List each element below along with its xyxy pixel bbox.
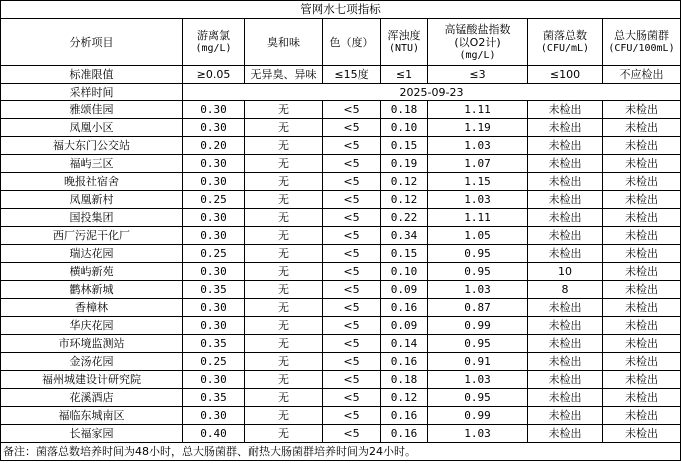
bacteria-cell: 未检出 — [528, 137, 603, 155]
chlorine-cell: 0.30 — [183, 173, 245, 191]
standard-color: ≤15度 — [323, 66, 381, 84]
coliform-cell: 未检出 — [603, 353, 681, 371]
table-row — [1, 281, 681, 299]
header-coliform-name: 总大肠菌群 — [614, 29, 669, 42]
coliform-cell: 未检出 — [603, 299, 681, 317]
header-coliform — [603, 19, 681, 66]
coliform-cell: 未检出 — [603, 137, 681, 155]
bacteria-cell: 未检出 — [528, 191, 603, 209]
chlorine-cell: 0.30 — [183, 263, 245, 281]
standard-permanganate: ≤3 — [428, 66, 528, 84]
coliform-cell: 未检出 — [603, 389, 681, 407]
coliform-cell: 未检出 — [603, 101, 681, 119]
site-name-cell: 长福家园 — [1, 425, 183, 443]
permanganate-cell: 1.03 — [428, 371, 528, 389]
odor-cell: 无 — [245, 191, 323, 209]
standard-coliform: 不应检出 — [603, 66, 681, 84]
table-row — [1, 137, 681, 155]
permanganate-cell: 0.99 — [428, 407, 528, 425]
chlorine-cell: 0.30 — [183, 407, 245, 425]
permanganate-cell: 0.95 — [428, 263, 528, 281]
site-name-cell: 国投集团 — [1, 209, 183, 227]
bacteria-cell: 未检出 — [528, 227, 603, 245]
header-bacteria — [528, 19, 603, 66]
site-name-cell: 横屿新苑 — [1, 263, 183, 281]
turbidity-cell: 0.09 — [381, 281, 428, 299]
table-row — [1, 299, 681, 317]
header-turbidity-name: 浑浊度 — [387, 29, 421, 42]
odor-cell: 无 — [245, 371, 323, 389]
standard-label: 标准限值 — [1, 66, 183, 84]
bacteria-cell: 未检出 — [528, 245, 603, 263]
odor-cell: 无 — [245, 101, 323, 119]
standard-bacteria: ≤100 — [528, 66, 603, 84]
coliform-cell: 未检出 — [603, 407, 681, 425]
color-cell: <5 — [323, 407, 381, 425]
chlorine-cell: 0.25 — [183, 353, 245, 371]
table-row — [1, 191, 681, 209]
color-cell: <5 — [323, 209, 381, 227]
bacteria-cell: 未检出 — [528, 425, 603, 443]
bacteria-cell: 未检出 — [528, 299, 603, 317]
sample-time-row — [1, 84, 681, 101]
table-row — [1, 317, 681, 335]
chlorine-cell: 0.30 — [183, 119, 245, 137]
permanganate-cell: 1.03 — [428, 191, 528, 209]
odor-cell: 无 — [245, 209, 323, 227]
coliform-cell: 未检出 — [603, 209, 681, 227]
color-cell: <5 — [323, 263, 381, 281]
color-cell: <5 — [323, 191, 381, 209]
table-row — [1, 389, 681, 407]
table-row — [1, 245, 681, 263]
site-name-cell: 市环境监测站 — [1, 335, 183, 353]
permanganate-cell: 0.91 — [428, 353, 528, 371]
site-name-cell: 金汤花园 — [1, 353, 183, 371]
bacteria-cell: 未检出 — [528, 335, 603, 353]
bacteria-cell: 10 — [528, 263, 603, 281]
chlorine-cell: 0.30 — [183, 209, 245, 227]
table-row — [1, 425, 681, 443]
header-turbidity-unit: (NTU) — [388, 43, 420, 54]
chlorine-cell: 0.35 — [183, 281, 245, 299]
header-odor: 臭和味 — [245, 19, 323, 66]
chlorine-cell: 0.30 — [183, 299, 245, 317]
permanganate-cell: 1.11 — [428, 101, 528, 119]
coliform-cell: 未检出 — [603, 317, 681, 335]
color-cell: <5 — [323, 245, 381, 263]
site-name-cell: 花溪酒店 — [1, 389, 183, 407]
sample-time-value: 2025-09-23 — [183, 84, 681, 101]
odor-cell: 无 — [245, 245, 323, 263]
color-cell: <5 — [323, 371, 381, 389]
site-name-cell: 华庆花园 — [1, 317, 183, 335]
turbidity-cell: 0.16 — [381, 425, 428, 443]
chlorine-cell: 0.20 — [183, 137, 245, 155]
bacteria-cell: 8 — [528, 281, 603, 299]
bacteria-cell: 未检出 — [528, 173, 603, 191]
turbidity-cell: 0.22 — [381, 209, 428, 227]
color-cell: <5 — [323, 173, 381, 191]
odor-cell: 无 — [245, 317, 323, 335]
coliform-cell: 未检出 — [603, 173, 681, 191]
table-row — [1, 209, 681, 227]
table-row — [1, 407, 681, 425]
site-name-cell: 福临东城南区 — [1, 407, 183, 425]
site-name-cell: 瑞达花园 — [1, 245, 183, 263]
header-chlorine — [183, 19, 245, 66]
turbidity-cell: 0.16 — [381, 353, 428, 371]
note-row — [1, 443, 681, 461]
bacteria-cell: 未检出 — [528, 353, 603, 371]
color-cell: <5 — [323, 155, 381, 173]
odor-cell: 无 — [245, 281, 323, 299]
chlorine-cell: 0.25 — [183, 191, 245, 209]
permanganate-cell: 1.15 — [428, 173, 528, 191]
coliform-cell: 未检出 — [603, 119, 681, 137]
turbidity-cell: 0.16 — [381, 299, 428, 317]
site-name-cell: 福州城建设计研究院 — [1, 371, 183, 389]
color-cell: <5 — [323, 317, 381, 335]
coliform-cell: 未检出 — [603, 371, 681, 389]
odor-cell: 无 — [245, 173, 323, 191]
header-permanganate — [428, 19, 528, 66]
header-item: 分析项目 — [1, 19, 183, 66]
odor-cell: 无 — [245, 335, 323, 353]
bacteria-cell: 未检出 — [528, 371, 603, 389]
odor-cell: 无 — [245, 137, 323, 155]
odor-cell: 无 — [245, 263, 323, 281]
turbidity-cell: 0.19 — [381, 155, 428, 173]
turbidity-cell: 0.10 — [381, 263, 428, 281]
table-title: 管网水七项指标 — [1, 1, 681, 19]
odor-cell: 无 — [245, 227, 323, 245]
coliform-cell: 未检出 — [603, 335, 681, 353]
turbidity-cell: 0.18 — [381, 101, 428, 119]
bacteria-cell: 未检出 — [528, 407, 603, 425]
odor-cell: 无 — [245, 155, 323, 173]
coliform-cell: 未检出 — [603, 263, 681, 281]
chlorine-cell: 0.30 — [183, 155, 245, 173]
color-cell: <5 — [323, 353, 381, 371]
color-cell: <5 — [323, 281, 381, 299]
chlorine-cell: 0.25 — [183, 245, 245, 263]
chlorine-cell: 0.30 — [183, 227, 245, 245]
header-permanganate-name: 高锰酸盐指数 — [444, 22, 511, 36]
bacteria-cell: 未检出 — [528, 389, 603, 407]
site-name-cell: 西厂污泥干化厂 — [1, 227, 183, 245]
odor-cell: 无 — [245, 119, 323, 137]
permanganate-cell: 1.03 — [428, 425, 528, 443]
permanganate-cell: 1.19 — [428, 119, 528, 137]
turbidity-cell: 0.15 — [381, 245, 428, 263]
turbidity-cell: 0.14 — [381, 335, 428, 353]
turbidity-cell: 0.34 — [381, 227, 428, 245]
standard-odor: 无异臭、异味 — [245, 66, 323, 84]
table-row — [1, 173, 681, 191]
header-chlorine-unit: (mg/L) — [195, 43, 232, 54]
site-name-cell: 雅颂佳园 — [1, 101, 183, 119]
header-coliform-unit: (CFU/100mL) — [608, 43, 675, 54]
header-turbidity — [381, 19, 428, 66]
standard-chlorine: ≥0.05 — [183, 66, 245, 84]
standard-row — [1, 66, 681, 84]
chlorine-cell: 0.35 — [183, 335, 245, 353]
table-row — [1, 353, 681, 371]
table-row — [1, 101, 681, 119]
header-color: 色（度） — [323, 19, 381, 66]
odor-cell: 无 — [245, 299, 323, 317]
header-bacteria-unit: (CFU/mL) — [540, 43, 590, 54]
bacteria-cell: 未检出 — [528, 209, 603, 227]
color-cell: <5 — [323, 389, 381, 407]
standard-turbidity: ≤1 — [381, 66, 428, 84]
table-row — [1, 371, 681, 389]
coliform-cell: 未检出 — [603, 155, 681, 173]
color-cell: <5 — [323, 299, 381, 317]
turbidity-cell: 0.10 — [381, 119, 428, 137]
header-permanganate-unit: (mg/L) — [459, 49, 496, 61]
odor-cell: 无 — [245, 425, 323, 443]
color-cell: <5 — [323, 101, 381, 119]
coliform-cell: 未检出 — [603, 191, 681, 209]
color-cell: <5 — [323, 119, 381, 137]
header-permanganate-basis: (以O2计) — [454, 35, 501, 49]
site-name-cell: 香樟林 — [1, 299, 183, 317]
bacteria-cell: 未检出 — [528, 101, 603, 119]
site-name-cell: 福屿三区 — [1, 155, 183, 173]
coliform-cell: 未检出 — [603, 281, 681, 299]
table-row — [1, 335, 681, 353]
site-name-cell: 鹳林新城 — [1, 281, 183, 299]
table-row — [1, 119, 681, 137]
coliform-cell: 未检出 — [603, 227, 681, 245]
table-row — [1, 155, 681, 173]
site-name-cell: 晚报社宿舍 — [1, 173, 183, 191]
turbidity-cell: 0.16 — [381, 407, 428, 425]
header-row — [1, 19, 681, 66]
color-cell: <5 — [323, 335, 381, 353]
color-cell: <5 — [323, 137, 381, 155]
turbidity-cell: 0.12 — [381, 389, 428, 407]
chlorine-cell: 0.30 — [183, 101, 245, 119]
site-name-cell: 凤凰新村 — [1, 191, 183, 209]
permanganate-cell: 1.03 — [428, 137, 528, 155]
coliform-cell: 未检出 — [603, 245, 681, 263]
coliform-cell: 未检出 — [603, 425, 681, 443]
permanganate-cell: 0.95 — [428, 245, 528, 263]
table-row — [1, 263, 681, 281]
turbidity-cell: 0.18 — [381, 371, 428, 389]
permanganate-cell: 1.05 — [428, 227, 528, 245]
turbidity-cell: 0.12 — [381, 191, 428, 209]
footnote: 备注：菌落总数培养时间为48小时，总大肠菌群、耐热大肠菌群培养时间为24小时。 — [1, 443, 681, 461]
bacteria-cell: 未检出 — [528, 317, 603, 335]
turbidity-cell: 0.12 — [381, 173, 428, 191]
chlorine-cell: 0.40 — [183, 425, 245, 443]
permanganate-cell: 0.99 — [428, 317, 528, 335]
odor-cell: 无 — [245, 407, 323, 425]
odor-cell: 无 — [245, 353, 323, 371]
bacteria-cell: 未检出 — [528, 119, 603, 137]
chlorine-cell: 0.30 — [183, 317, 245, 335]
chlorine-cell: 0.35 — [183, 389, 245, 407]
bacteria-cell: 未检出 — [528, 155, 603, 173]
permanganate-cell: 1.07 — [428, 155, 528, 173]
site-name-cell: 福大东门公交站 — [1, 137, 183, 155]
permanganate-cell: 1.03 — [428, 281, 528, 299]
odor-cell: 无 — [245, 389, 323, 407]
color-cell: <5 — [323, 227, 381, 245]
table-row — [1, 227, 681, 245]
color-cell: <5 — [323, 425, 381, 443]
site-name-cell: 凤凰小区 — [1, 119, 183, 137]
turbidity-cell: 0.15 — [381, 137, 428, 155]
permanganate-cell: 0.95 — [428, 389, 528, 407]
chlorine-cell: 0.30 — [183, 371, 245, 389]
header-bacteria-name: 菌落总数 — [543, 29, 587, 42]
table-title-row — [1, 1, 681, 19]
sample-time-label: 采样时间 — [1, 84, 183, 101]
turbidity-cell: 0.09 — [381, 317, 428, 335]
permanganate-cell: 0.87 — [428, 299, 528, 317]
header-chlorine-name: 游离氯 — [197, 29, 230, 42]
permanganate-cell: 0.95 — [428, 335, 528, 353]
permanganate-cell: 1.11 — [428, 209, 528, 227]
